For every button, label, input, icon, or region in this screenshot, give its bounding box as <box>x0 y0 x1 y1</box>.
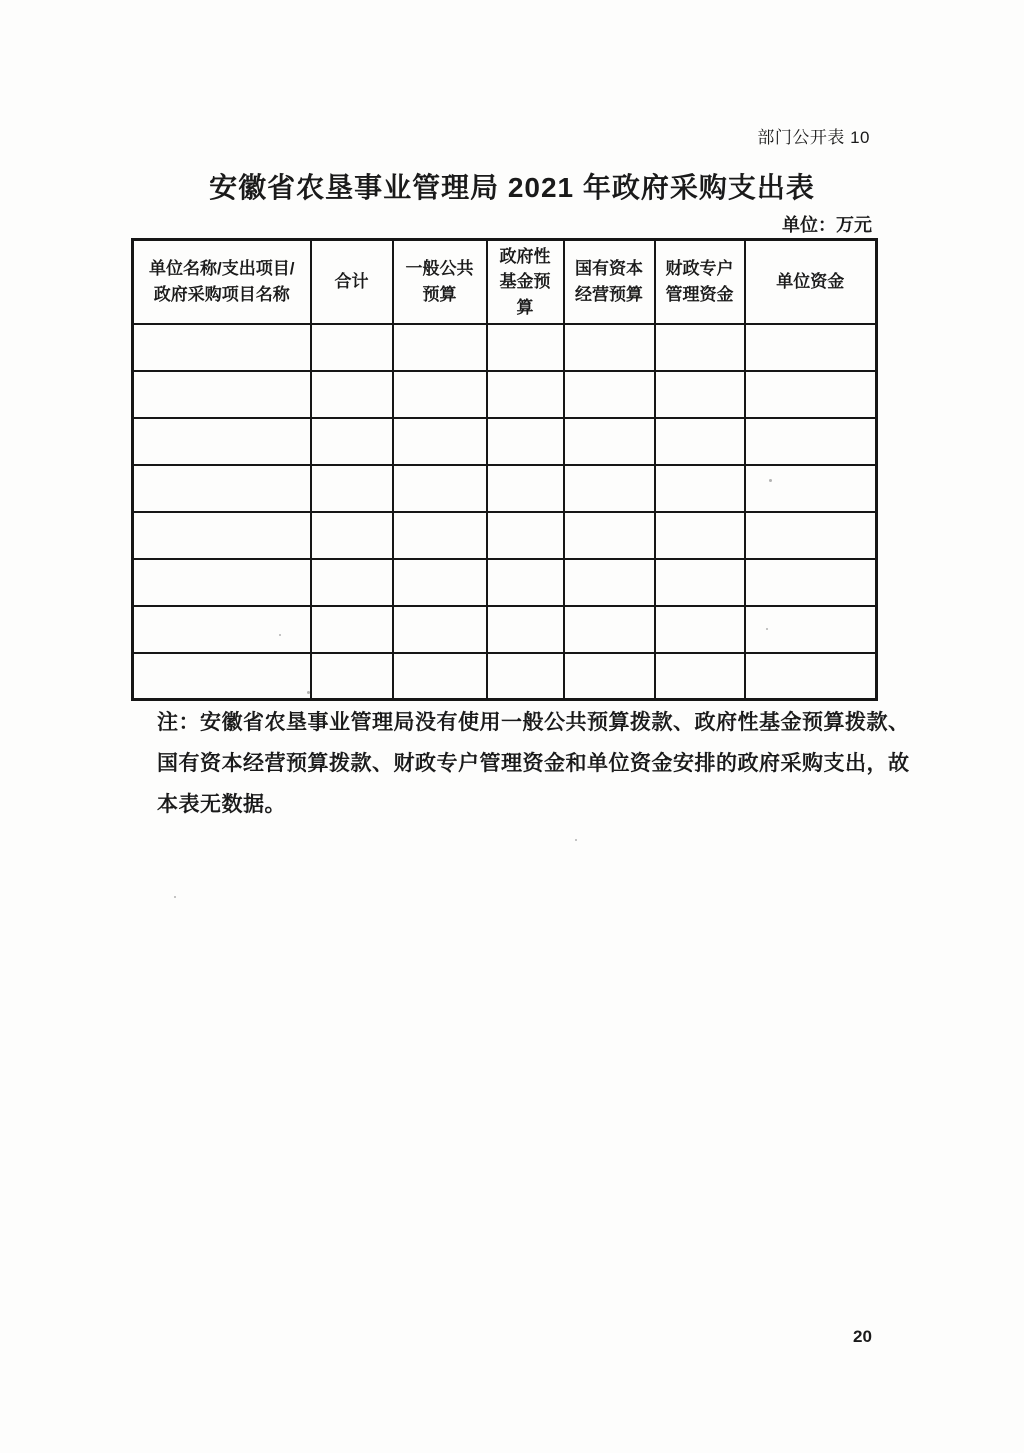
col-header-line: 财政专户 <box>665 259 734 279</box>
table-cell <box>487 606 564 653</box>
col-header-unit-funds <box>745 240 877 324</box>
unit-label: 单位：万元 <box>782 215 872 235</box>
table-cell <box>655 512 745 559</box>
table-cell <box>655 559 745 606</box>
table-empty-body <box>133 324 877 700</box>
table-row <box>133 559 877 606</box>
col-header-total <box>311 240 393 324</box>
table-cell <box>745 653 877 700</box>
table-cell <box>487 371 564 418</box>
procurement-expenditure-table <box>131 238 878 701</box>
table-cell <box>745 418 877 465</box>
table-row <box>133 512 877 559</box>
table-row <box>133 606 877 653</box>
scan-speck <box>307 691 310 694</box>
col-header-line: 单位资金 <box>776 272 845 291</box>
table-cell <box>564 606 655 653</box>
table-cell <box>564 418 655 465</box>
table-cell <box>393 371 487 418</box>
scan-speck <box>766 628 768 630</box>
col-header-line: 国有资本 <box>575 259 643 279</box>
table-cell <box>133 324 311 371</box>
col-header-unit-project-name <box>133 240 311 324</box>
table-cell <box>311 324 393 371</box>
table-cell <box>655 465 745 512</box>
table-cell <box>655 606 745 653</box>
table-cell <box>393 465 487 512</box>
table-cell <box>745 371 877 418</box>
table-row <box>133 653 877 700</box>
table-cell <box>133 559 311 606</box>
table-cell <box>393 324 487 371</box>
table-cell <box>133 371 311 418</box>
col-header-line: 政府采购项目名称 <box>153 284 290 304</box>
table-cell <box>564 559 655 606</box>
scan-speck <box>769 479 772 482</box>
footnote-line: 国有资本经营预算拨款、财政专户管理资金和单位资金安排的政府采购支出，故 <box>157 752 910 775</box>
table-cell <box>311 371 393 418</box>
table-cell <box>393 559 487 606</box>
table-header-row <box>133 240 877 324</box>
col-header-government-fund-budget <box>487 240 564 324</box>
table-cell <box>133 465 311 512</box>
table-row <box>133 324 877 371</box>
col-header-line: 经营预算 <box>575 284 643 304</box>
col-header-line: 政府性 <box>499 246 551 266</box>
col-header-line: 算 <box>516 297 534 317</box>
table-cell <box>133 606 311 653</box>
page-number: 20 <box>853 1327 872 1346</box>
table-cell <box>745 512 877 559</box>
table-cell <box>133 653 311 700</box>
table-cell <box>564 653 655 700</box>
corner-label: 部门公开表 10 <box>757 128 870 147</box>
table-cell <box>487 512 564 559</box>
table-cell <box>393 512 487 559</box>
page-title: 安徽省农垦事业管理局 2021 年政府采购支出表 <box>209 172 815 203</box>
table-cell <box>311 606 393 653</box>
table-cell <box>564 512 655 559</box>
col-header-line: 合计 <box>334 272 369 291</box>
col-header-line: 一般公共 <box>405 259 474 279</box>
table-cell <box>655 653 745 700</box>
table-cell <box>655 324 745 371</box>
table-cell <box>393 418 487 465</box>
table-cell <box>655 418 745 465</box>
col-header-fiscal-special-account <box>655 240 745 324</box>
col-header-general-public-budget <box>393 240 487 324</box>
table-cell <box>745 324 877 371</box>
table-cell <box>311 418 393 465</box>
table-cell <box>311 559 393 606</box>
table-cell <box>311 653 393 700</box>
table-cell <box>745 606 877 653</box>
table-cell <box>655 371 745 418</box>
table-cell <box>487 559 564 606</box>
scan-speck <box>279 634 281 636</box>
table-cell <box>487 324 564 371</box>
table-cell <box>133 512 311 559</box>
table-cell <box>564 465 655 512</box>
footnote-line: 注：安徽省农垦事业管理局没有使用一般公共预算拨款、政府性基金预算拨款、 <box>157 711 910 734</box>
table-cell <box>393 606 487 653</box>
table-row <box>133 418 877 465</box>
table-cell <box>311 512 393 559</box>
table-cell <box>745 465 877 512</box>
table-cell <box>393 653 487 700</box>
table-cell <box>133 418 311 465</box>
footnote-line: 本表无数据。 <box>157 793 286 816</box>
table-row <box>133 371 877 418</box>
col-header-line: 单位名称/支出项目/ <box>149 259 295 279</box>
table-cell <box>745 559 877 606</box>
table-cell <box>311 465 393 512</box>
table-cell <box>487 418 564 465</box>
table-cell <box>487 465 564 512</box>
table-cell <box>487 653 564 700</box>
scan-speck <box>575 839 577 841</box>
col-header-line: 预算 <box>422 284 457 304</box>
col-header-line: 管理资金 <box>665 284 734 304</box>
scan-speck <box>174 896 176 898</box>
table-row <box>133 465 877 512</box>
table-cell <box>564 371 655 418</box>
col-header-state-capital-budget <box>564 240 655 324</box>
footnote <box>157 702 910 825</box>
col-header-line: 基金预 <box>499 272 551 291</box>
table-cell <box>564 324 655 371</box>
